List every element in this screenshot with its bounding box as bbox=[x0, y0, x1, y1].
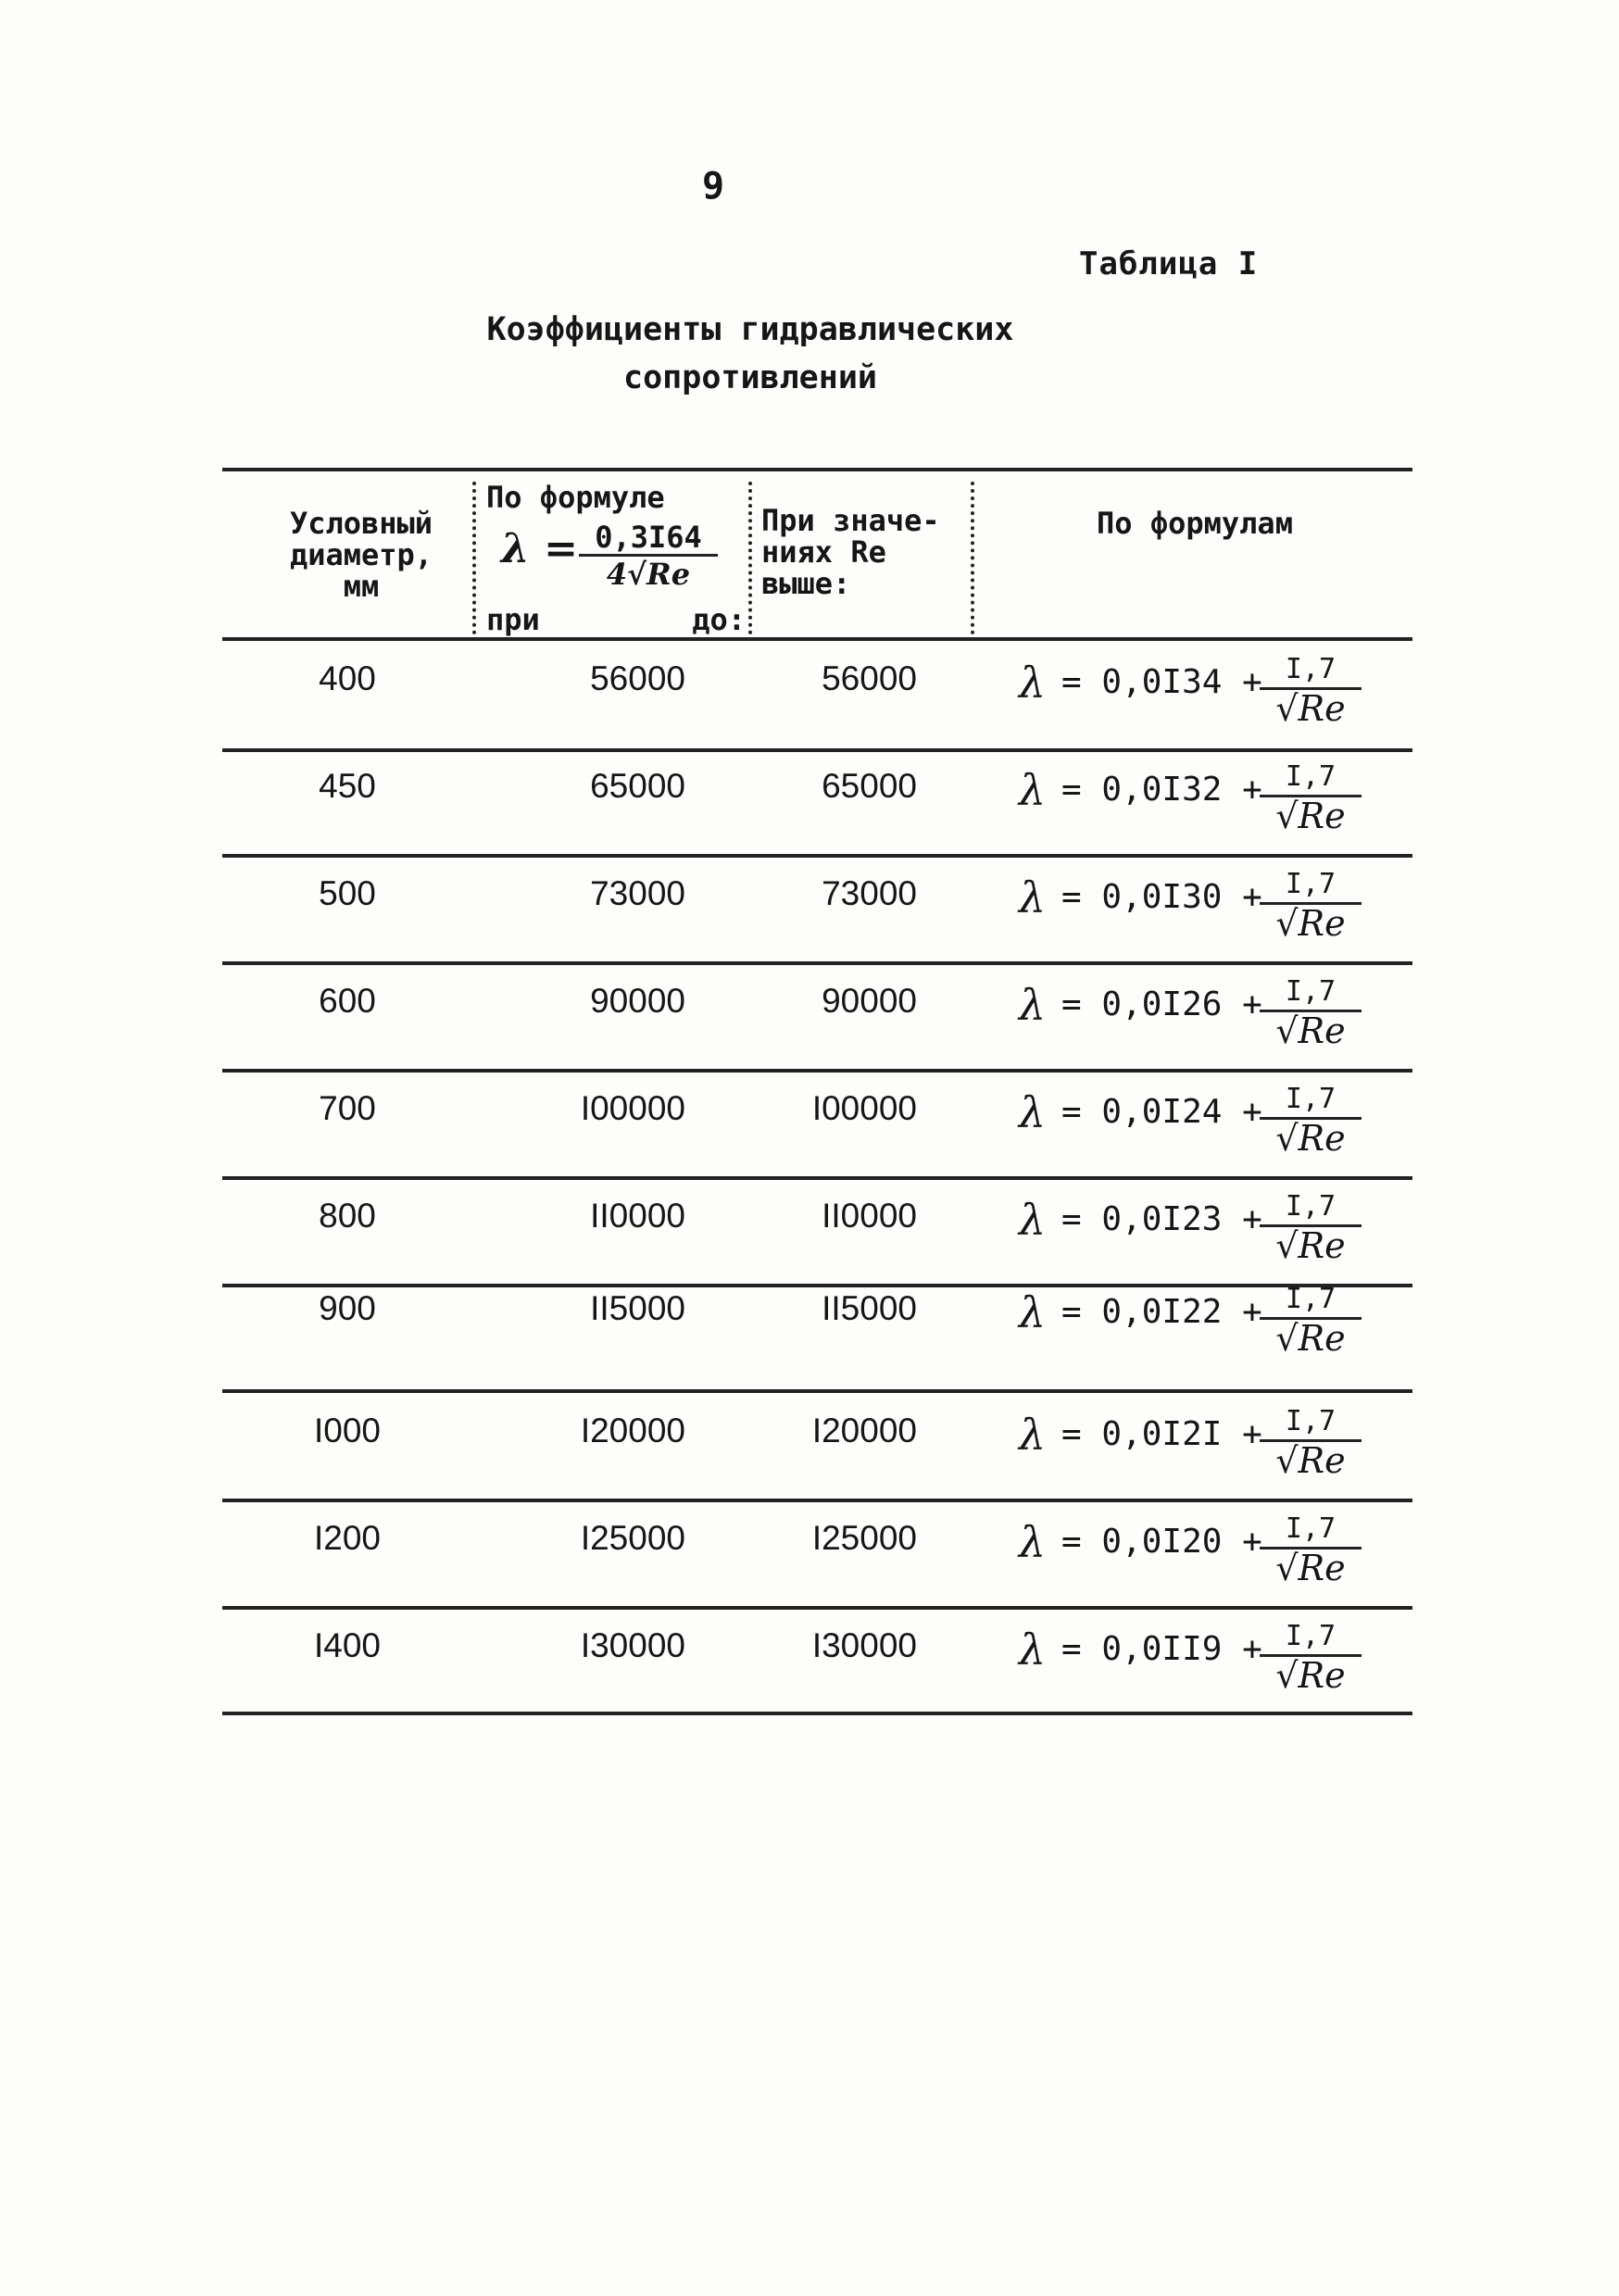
row-rule bbox=[222, 1499, 1412, 1502]
cell-re-upto: I25000 bbox=[580, 1519, 685, 1557]
lambda-symbol: λ bbox=[1019, 1087, 1047, 1137]
formula-coefficient: 0,0I26 bbox=[1101, 985, 1223, 1023]
cell-re-upto: II5000 bbox=[590, 1289, 685, 1327]
cell-diameter: 400 bbox=[319, 659, 376, 697]
column-divider bbox=[748, 482, 752, 634]
formula-coefficient: 0,0I23 bbox=[1101, 1200, 1223, 1238]
formula-coefficient: 0,0I32 bbox=[1101, 771, 1223, 809]
header-text: выше: bbox=[761, 566, 851, 601]
formula-equals bbox=[1061, 1523, 1262, 1561]
cell-formula bbox=[1019, 761, 1408, 845]
header-above bbox=[761, 505, 965, 599]
formula-coefficient: 0,0I20 bbox=[1101, 1523, 1223, 1561]
fraction-numerator: I,7 bbox=[1260, 652, 1362, 690]
cell-re-upto: 90000 bbox=[590, 982, 685, 1020]
fraction-denominator: √Re bbox=[1275, 1655, 1346, 1696]
cell-re-upto: 65000 bbox=[590, 767, 685, 805]
header-text: при bbox=[486, 602, 540, 637]
fraction-denominator: √Re bbox=[1275, 1440, 1346, 1481]
lambda-symbol: λ bbox=[1019, 1517, 1047, 1567]
equals-sign: = bbox=[1061, 1630, 1082, 1668]
fraction-denominator: √Re bbox=[1275, 1318, 1346, 1359]
cell-re-upto: I00000 bbox=[580, 1089, 685, 1127]
title-line-1: Коэффициенты гидравлических bbox=[486, 311, 1014, 348]
cell-re-above: 56000 bbox=[822, 659, 917, 697]
formula-coefficient: 0,0I24 bbox=[1101, 1093, 1223, 1131]
cell-formula bbox=[1019, 1621, 1408, 1704]
cell-formula bbox=[1019, 1084, 1408, 1167]
formula-fraction bbox=[1260, 1404, 1362, 1479]
formula-fraction bbox=[1260, 1082, 1362, 1157]
row-rule bbox=[222, 1606, 1412, 1610]
equals-sign: = bbox=[1061, 663, 1082, 701]
header-text: до: bbox=[692, 602, 746, 637]
cell-re-above: I00000 bbox=[811, 1089, 917, 1127]
cell-re-upto: 56000 bbox=[590, 659, 685, 697]
fraction-denominator: √Re bbox=[1275, 688, 1346, 729]
header-numerator: 0,3I64 bbox=[579, 521, 718, 557]
cell-re-above: 65000 bbox=[822, 767, 917, 805]
formula-coefficient: 0,0I2I bbox=[1101, 1415, 1223, 1453]
formula-fraction bbox=[1260, 1189, 1362, 1264]
formula-equals bbox=[1061, 1630, 1262, 1668]
formula-equals bbox=[1061, 985, 1262, 1023]
fraction-numerator: I,7 bbox=[1260, 1512, 1362, 1549]
formula-coefficient: 0,0I34 bbox=[1101, 663, 1223, 701]
fraction-numerator: I,7 bbox=[1260, 1189, 1362, 1227]
cell-formula bbox=[1019, 654, 1408, 737]
cell-diameter: 450 bbox=[319, 767, 376, 805]
lambda-symbol: λ bbox=[1019, 980, 1047, 1030]
plus-sign: + bbox=[1242, 1093, 1262, 1131]
equals-sign: = bbox=[1061, 771, 1082, 809]
cell-formula bbox=[1019, 1406, 1408, 1489]
formula-fraction bbox=[1260, 759, 1362, 834]
lambda-symbol: λ bbox=[1019, 765, 1047, 815]
formula-equals bbox=[1061, 663, 1262, 701]
header-text: При значе- bbox=[761, 503, 940, 538]
fraction-denominator: √Re bbox=[1275, 1010, 1346, 1051]
cell-formula bbox=[1019, 869, 1408, 952]
formula-equals bbox=[1061, 878, 1262, 916]
formula-fraction bbox=[1260, 1282, 1362, 1357]
formula-fraction bbox=[1260, 1619, 1362, 1694]
header-text: диаметр, bbox=[289, 537, 433, 572]
fraction-denominator: √Re bbox=[1275, 1225, 1346, 1266]
formula-coefficient: 0,0I30 bbox=[1101, 878, 1223, 916]
plus-sign: + bbox=[1242, 1630, 1262, 1668]
row-rule bbox=[222, 961, 1412, 965]
cell-re-above: II0000 bbox=[822, 1197, 917, 1235]
cell-re-upto: 73000 bbox=[590, 874, 685, 912]
table-title bbox=[389, 306, 1111, 402]
formula-fraction bbox=[1260, 974, 1362, 1049]
lambda-symbol: λ bbox=[1019, 658, 1047, 708]
cell-diameter: 900 bbox=[319, 1289, 376, 1327]
cell-diameter: 600 bbox=[319, 982, 376, 1020]
plus-sign: + bbox=[1242, 1523, 1262, 1561]
page-number: 9 bbox=[701, 165, 725, 207]
fraction-denominator: √Re bbox=[1275, 1548, 1346, 1588]
cell-re-above: I30000 bbox=[811, 1626, 917, 1664]
lambda-symbol: λ bbox=[1019, 1287, 1047, 1337]
lambda-symbol: λ bbox=[1019, 1195, 1047, 1245]
equals-sign: = bbox=[1061, 1415, 1082, 1453]
table-label: Таблица I bbox=[1079, 245, 1259, 282]
equals-sign: = bbox=[1061, 1200, 1082, 1238]
fraction-denominator: √Re bbox=[1275, 796, 1346, 836]
header-text: мм bbox=[343, 569, 380, 604]
header-text: ниях Re bbox=[761, 534, 886, 570]
cell-re-above: I25000 bbox=[811, 1519, 917, 1557]
plus-sign: + bbox=[1242, 663, 1262, 701]
cell-formula bbox=[1019, 1513, 1408, 1597]
plus-sign: + bbox=[1242, 1293, 1262, 1331]
plus-sign: + bbox=[1242, 878, 1262, 916]
row-rule bbox=[222, 748, 1412, 752]
equals-sign: = bbox=[1061, 985, 1082, 1023]
formula-coefficient: 0,0I22 bbox=[1101, 1293, 1223, 1331]
cell-re-above: 90000 bbox=[822, 982, 917, 1020]
formula-equals bbox=[1061, 1200, 1262, 1238]
cell-formula bbox=[1019, 1191, 1408, 1274]
equals-sign: = bbox=[1061, 1093, 1082, 1131]
equals-sign: = bbox=[1061, 878, 1082, 916]
fraction-numerator: I,7 bbox=[1260, 759, 1362, 797]
equals-sign: = bbox=[1061, 1523, 1082, 1561]
header-fraction bbox=[579, 521, 718, 592]
cell-re-above: II5000 bbox=[822, 1289, 917, 1327]
formula-fraction bbox=[1260, 867, 1362, 942]
row-rule bbox=[222, 854, 1412, 858]
lambda-symbol: λ bbox=[1019, 1410, 1047, 1460]
fraction-numerator: I,7 bbox=[1260, 867, 1362, 905]
plus-sign: + bbox=[1242, 1200, 1262, 1238]
title-line-2: сопротивлений bbox=[623, 359, 877, 396]
cell-diameter: 700 bbox=[319, 1089, 376, 1127]
lambda-symbol: λ bbox=[1019, 872, 1047, 922]
fraction-denominator: √Re bbox=[1275, 903, 1346, 944]
header-lambda: λ = bbox=[501, 525, 579, 572]
formula-equals bbox=[1061, 771, 1262, 809]
cell-re-above: I20000 bbox=[811, 1411, 917, 1449]
fraction-numerator: I,7 bbox=[1260, 1619, 1362, 1657]
cell-diameter: I000 bbox=[313, 1411, 381, 1449]
formula-equals bbox=[1061, 1293, 1262, 1331]
cell-re-upto: I20000 bbox=[580, 1411, 685, 1449]
plus-sign: + bbox=[1242, 985, 1262, 1023]
header-formulas: По формулам bbox=[1097, 506, 1293, 541]
header-text: Условный bbox=[289, 506, 433, 541]
formula-equals bbox=[1061, 1415, 1262, 1453]
plus-sign: + bbox=[1242, 1415, 1262, 1453]
cell-re-above: 73000 bbox=[822, 874, 917, 912]
header-diameter bbox=[269, 508, 454, 602]
lambda-symbol: λ bbox=[1019, 1625, 1047, 1675]
row-rule bbox=[222, 1389, 1412, 1393]
cell-diameter: I400 bbox=[313, 1626, 381, 1664]
fraction-numerator: I,7 bbox=[1260, 1082, 1362, 1120]
cell-re-upto: II0000 bbox=[590, 1197, 685, 1235]
cell-formula bbox=[1019, 976, 1408, 1060]
header-formula-col bbox=[486, 480, 746, 637]
cell-diameter: 800 bbox=[319, 1197, 376, 1235]
header-rule bbox=[222, 637, 1412, 641]
column-divider bbox=[971, 482, 974, 634]
row-rule bbox=[222, 1176, 1412, 1180]
fraction-numerator: I,7 bbox=[1260, 1282, 1362, 1320]
header-text: По формуле bbox=[486, 480, 665, 515]
cell-formula bbox=[1019, 1284, 1408, 1367]
formula-fraction bbox=[1260, 652, 1362, 727]
row-rule bbox=[222, 1069, 1412, 1073]
header-denominator: 4√Re bbox=[606, 557, 691, 592]
plus-sign: + bbox=[1242, 771, 1262, 809]
formula-equals bbox=[1061, 1093, 1262, 1131]
table-top-rule bbox=[222, 468, 1412, 471]
column-divider bbox=[472, 482, 476, 634]
fraction-numerator: I,7 bbox=[1260, 1404, 1362, 1442]
cell-diameter: I200 bbox=[313, 1519, 381, 1557]
formula-fraction bbox=[1260, 1512, 1362, 1587]
fraction-numerator: I,7 bbox=[1260, 974, 1362, 1012]
fraction-denominator: √Re bbox=[1275, 1118, 1346, 1159]
row-rule bbox=[222, 1712, 1412, 1715]
cell-diameter: 500 bbox=[319, 874, 376, 912]
equals-sign: = bbox=[1061, 1293, 1082, 1331]
cell-re-upto: I30000 bbox=[580, 1626, 685, 1664]
formula-coefficient: 0,0II9 bbox=[1101, 1630, 1223, 1668]
